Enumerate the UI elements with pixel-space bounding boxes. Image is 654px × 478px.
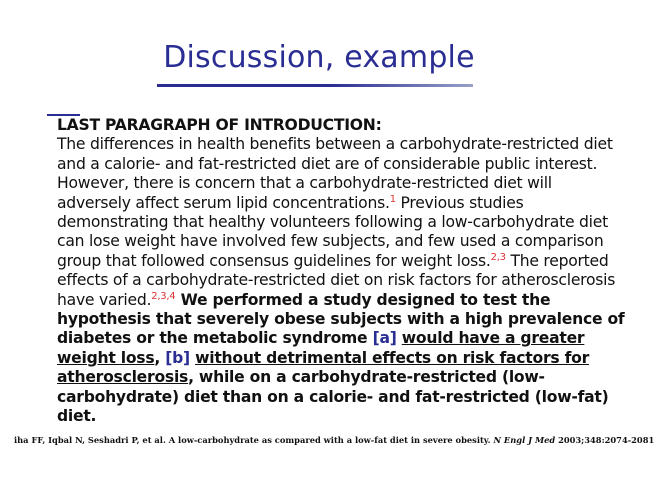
citation-details: 2003;348:2074-2081 (555, 435, 654, 445)
marker-b: [b] (165, 348, 190, 367)
reference-1[interactable]: 1 (389, 193, 396, 205)
paragraph-text-1: The differences in health benefits between a carbohydrate-restricted diet and a calorie- and fat-restricted diet are of considerable public interest. However, there is concern that a carbohydrate-restricted diet will adversely affect serum lipid concentrations. (57, 135, 613, 212)
hypothesis-text-1: We performed a study designed to test the hypothesis that severely obese subjects with a high prevalence of diabetes or the metabolic syndrome (57, 290, 625, 348)
paragraph-text-3: The reported effects of a carbohydrate-restricted diet on risk factors for atherosclerosis have varied. (57, 251, 616, 309)
intro-paragraph (57, 116, 627, 427)
reference-2[interactable]: 2,3 (490, 251, 506, 263)
paragraph-heading: LAST PARAGRAPH OF INTRODUCTION: (57, 116, 382, 134)
marker-a: [a] (372, 329, 397, 348)
hypothesis-text-2: , (154, 348, 166, 367)
hypothesis-part-a: would have a greater weight loss (57, 329, 585, 367)
title-underline (157, 84, 473, 87)
slide-title: Discussion, example (163, 40, 475, 75)
citation-authors: iha FF, Iqbal N, Seshadri P, et al. A low-carbohydrate as compared with a low-fat diet in severe obesity. (14, 435, 494, 445)
paragraph-text-2: Previous studies demonstrating that healthy volunteers following a low-carbohydrate diet can lose weight have involved few subjects, and few used a comparison group that followed consensus guidelines for weight loss. (57, 193, 608, 270)
reference-3: 2,3,4 (151, 290, 176, 302)
hypothesis-text-3: , while on a carbohydrate-restricted (low-carbohydrate) diet than on a calorie- and fat-restricted (low-fat) diet. (57, 368, 609, 426)
citation-journal: N Engl J Med (493, 435, 556, 445)
citation-footer (14, 435, 654, 445)
hypothesis-part-b: without detrimental effects on risk factors for atherosclerosis (57, 348, 590, 387)
